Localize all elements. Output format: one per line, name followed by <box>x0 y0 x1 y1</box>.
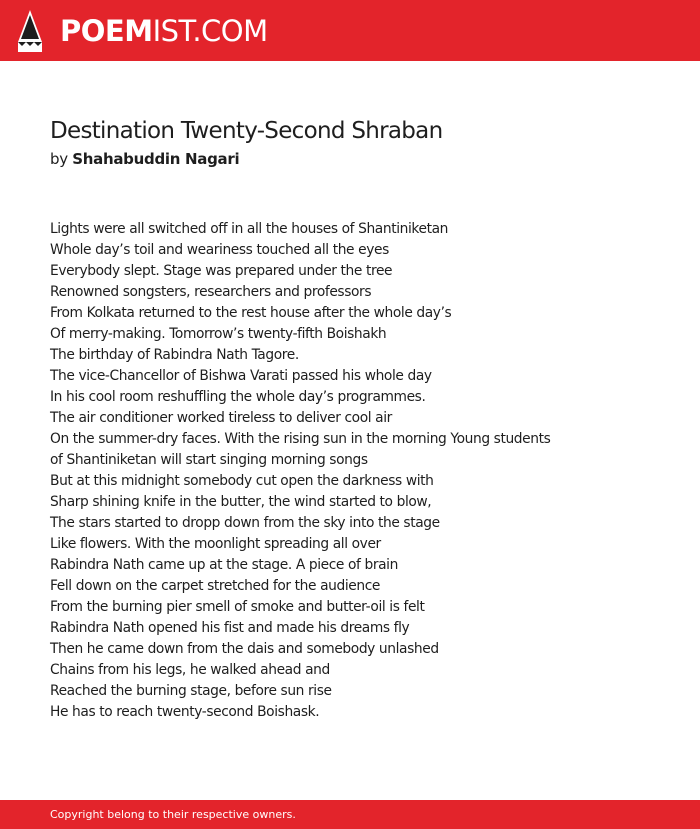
site-logo-text <box>60 10 268 52</box>
poem-header <box>50 116 670 170</box>
site-logo-link[interactable] <box>18 10 268 52</box>
poem-line: Rabindra Nath came up at the stage. A piece of brain <box>50 557 398 573</box>
poem-line: The vice-Chancellor of Bishwa Varati passed his whole day <box>50 368 432 384</box>
pencil-tip-icon <box>18 10 42 52</box>
logo-bold-part: POEM <box>60 14 153 48</box>
poem-line: The air conditioner worked tireless to deliver cool air <box>50 410 392 426</box>
poem-line: Sharp shining knife in the butter, the wind started to blow, <box>50 494 432 510</box>
poem-line: In his cool room reshuffling the whole day’s programmes. <box>50 389 426 405</box>
poem-line: Renowned songsters, researchers and professors <box>50 284 372 300</box>
poem-body <box>50 219 690 723</box>
by-label: by <box>50 150 68 168</box>
copyright-notice: Copyright belong to their respective owners. <box>50 808 296 821</box>
poem-line: Chains from his legs, he walked ahead and <box>50 662 330 678</box>
poem-line: Then he came down from the dais and somebody unlashed <box>50 641 439 657</box>
poem-line: Reached the burning stage, before sun rise <box>50 683 332 699</box>
poem-line: Rabindra Nath opened his fist and made his dreams fly <box>50 620 410 636</box>
poem-line: Of merry-making. Tomorrow’s twenty-fifth Boishakh <box>50 326 387 342</box>
poem-line: of Shantiniketan will start singing morning songs <box>50 452 368 468</box>
poem-line: Lights were all switched off in all the houses of Shantiniketan <box>50 221 449 237</box>
logo-light-part: IST.COM <box>152 14 268 48</box>
poem-title: Destination Twenty-Second Shraban <box>50 118 443 144</box>
poem-byline <box>50 148 670 170</box>
poem-line: From the burning pier smell of smoke and butter-oil is felt <box>50 599 425 615</box>
poem-line: The stars started to dropp down from the sky into the stage <box>50 515 440 531</box>
poem-line: The birthday of Rabindra Nath Tagore. <box>50 347 299 363</box>
poem-line: Fell down on the carpet stretched for the audience <box>50 578 380 594</box>
poem-line: Whole day’s toil and weariness touched all the eyes <box>50 242 389 258</box>
poem-line: Everybody slept. Stage was prepared under the tree <box>50 263 393 279</box>
poem-line: Like flowers. With the moonlight spreading all over <box>50 536 381 552</box>
poem-line: From Kolkata returned to the rest house after the whole day’s <box>50 305 452 321</box>
poem-line: He has to reach twenty-second Boishask. <box>50 704 320 720</box>
site-footer <box>0 800 700 829</box>
poem-line: On the summer-dry faces. With the rising sun in the morning Young students <box>50 431 551 447</box>
poem-line: But at this midnight somebody cut open the darkness with <box>50 473 434 489</box>
poem-author: Shahabuddin Nagari <box>72 150 240 168</box>
site-header <box>0 0 700 61</box>
